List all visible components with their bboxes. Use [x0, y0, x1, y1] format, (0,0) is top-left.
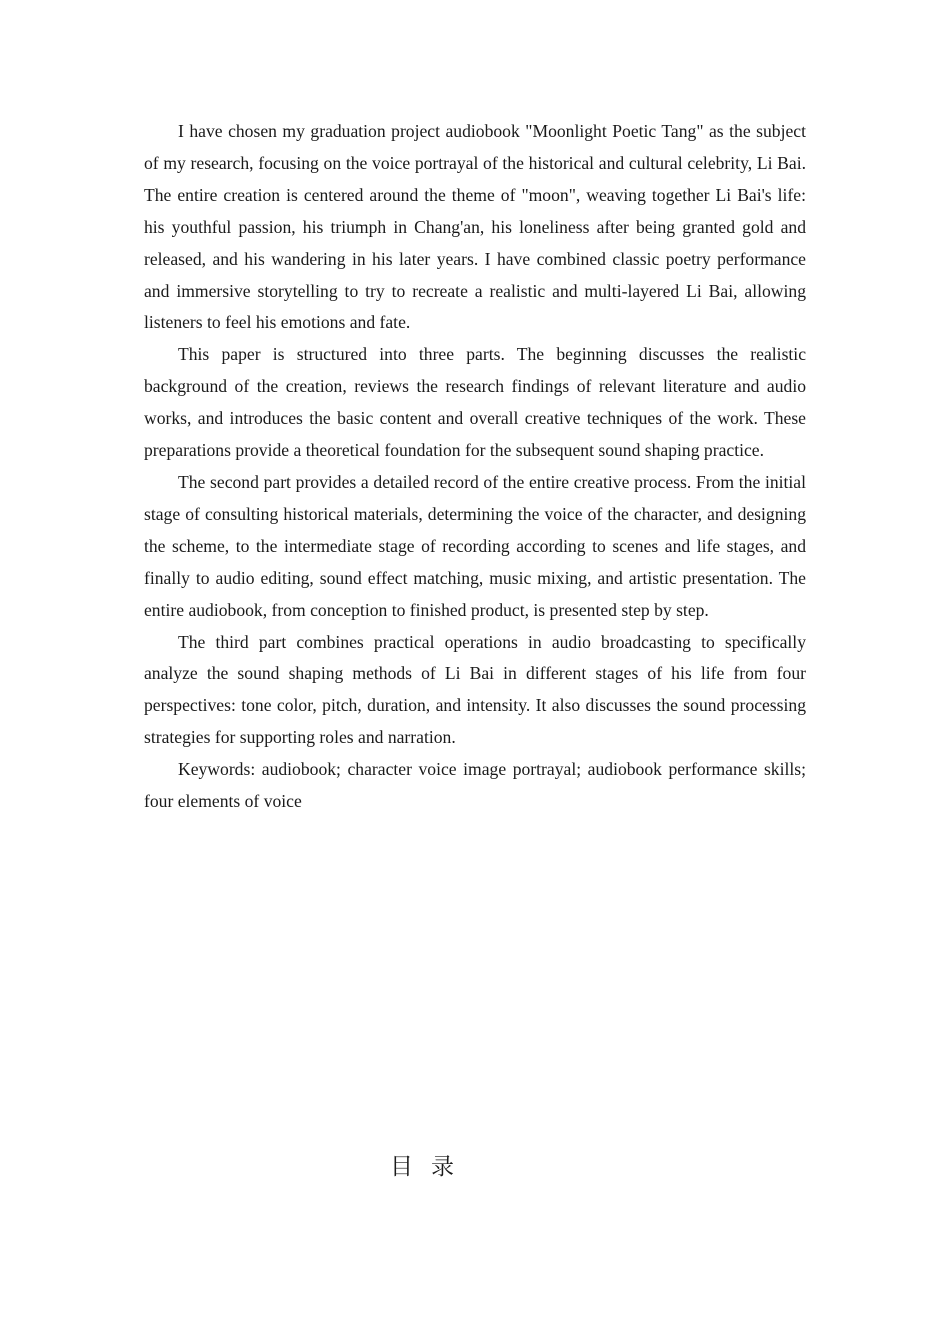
table-of-contents-heading: 目录 — [390, 1154, 472, 1180]
abstract-paragraph-1: I have chosen my graduation project audiobook "Moonlight Poetic Tang" as the subject of my research, focusing on the voice portrayal of the historical and cultural celebrity, Li Bai. The entire creation is centered around the theme of "moon", weaving together Li Bai's life: his youthful passion, his triumph in Chang'an, his loneliness after being granted gold and released, and his wandering in his later years. I have combined classic poetry performance and immersive storytelling to try to recreate a realistic and multi-layered Li Bai, allowing listeners to feel his emotions and fate. — [144, 121, 806, 333]
abstract-paragraph-3: The second part provides a detailed record of the entire creative process. From the initial stage of consulting historical materials, determining the voice of the character, and designing the scheme, to the intermediate stage of recording according to scenes and life stages, and finally to audio editing, sound effect matching, music mixing, and artistic presentation. The entire audiobook, from conception to finished product, is presented step by step. — [144, 471, 806, 620]
abstract-section — [144, 116, 806, 818]
keywords-line: Keywords: audiobook; character voice image portrayal; audiobook performance skills; four elements of voice — [144, 759, 806, 812]
abstract-paragraph-4: The third part combines practical operations in audio broadcasting to specifically analyze the sound shaping methods of Li Bai in different stages of his life from four perspectives: tone color, pitch, duration, and intensity. It also discusses the sound processing strategies for supporting roles and narration. — [144, 631, 806, 748]
abstract-paragraph-2: This paper is structured into three parts. The beginning discusses the realistic background of the creation, reviews the research findings of relevant literature and audio works, and introduces the basic content and overall creative techniques of the work. These preparations provide a theoretical foundation for the subsequent sound shaping practice. — [144, 344, 806, 461]
